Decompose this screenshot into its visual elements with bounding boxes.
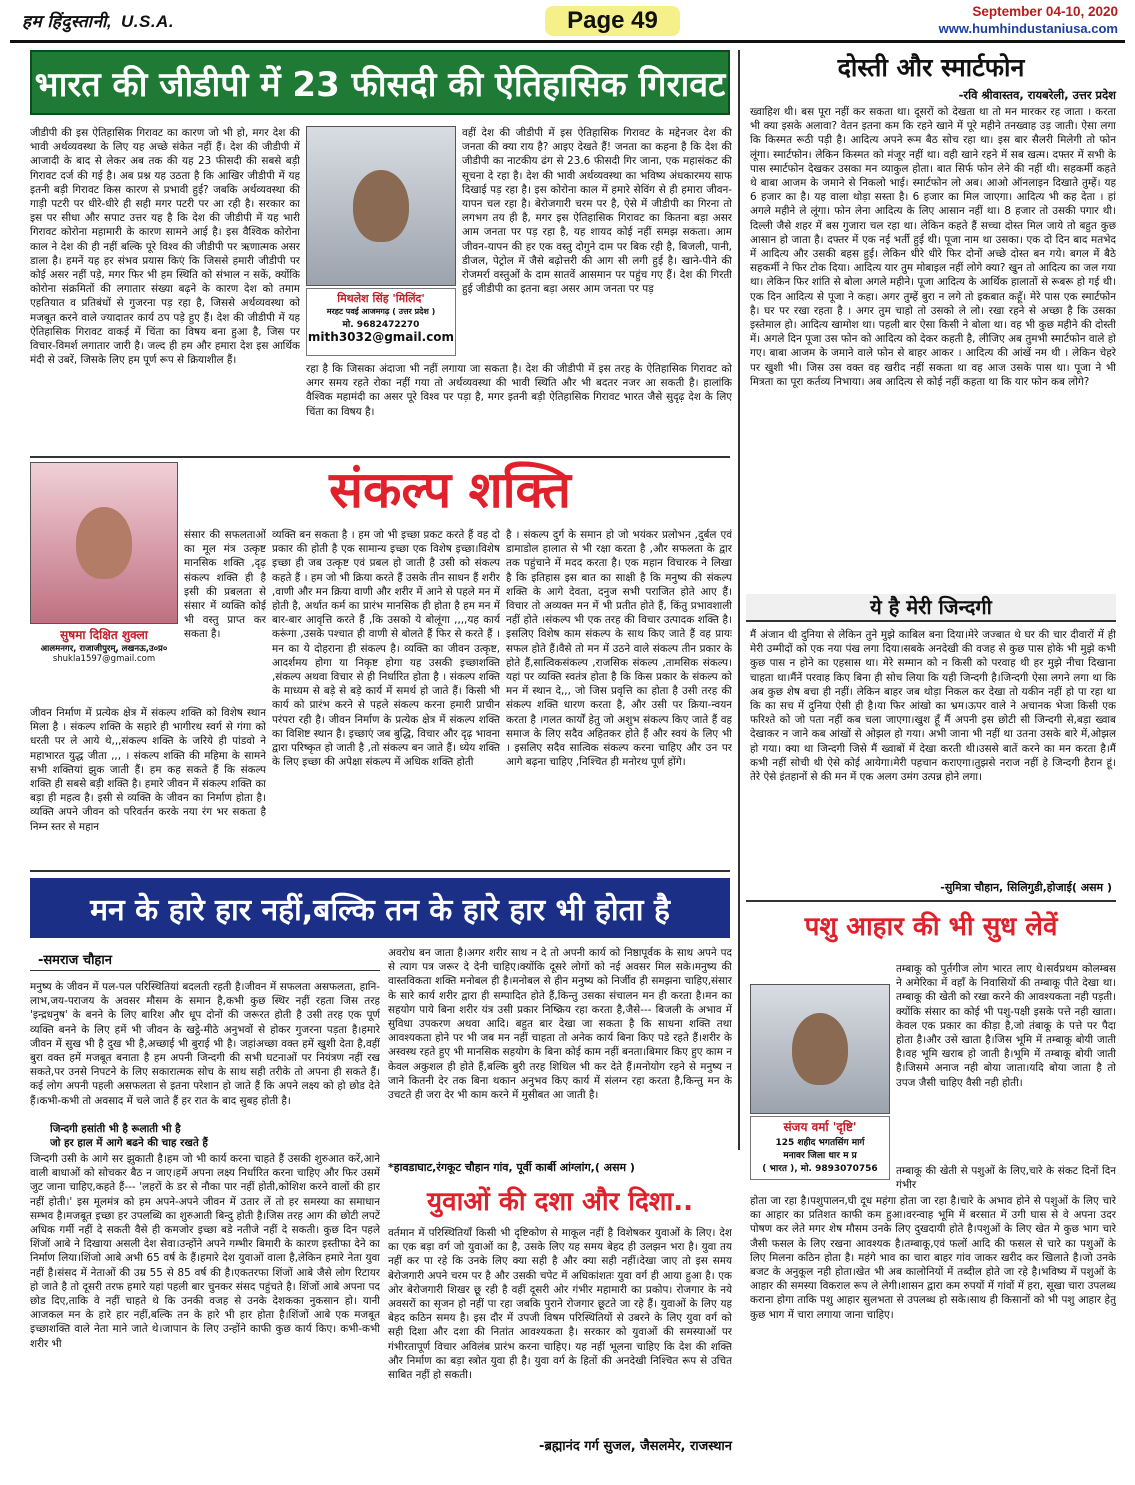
man-poem-line2: जो हर हाल में आगे बढने की चाह रखते हैं: [50, 1137, 208, 1149]
sankalp-col2: व्यक्ति बन सकता है । हम जो भी इच्छा प्रकट करते हैं वह दो प्रकार की होती है एक सामान्य इच्छा एक विशेष इच्छा।विशेष इच्छा ही जब उत्कृष्ट एवं प्रबल हो जाती है उसी को संकल्प कहते हैं । हम जो भी क्रिया करते हैं उसके तीन साधन हैं शरीर ,वाणी और मन क्रिया वाणी और शरीर में आने से पहले मन में होती है, अर्थात कर्म का प्रारंभ मानसिक ही होता है हम मन में बार-बार आवृत्ति करते हैं ,कि उसको ये बोलूंगा ,,,,यह कार्य करूंगा ,उसके पश्चात ही वाणी से बोलते हैं फिर से करते हैं । मन का ये दोहराना ही संकल्प है। व्यक्ति का जीवन उत्कृष्ट, आदर्शमय होगा या निकृष्ट होगा यह उसकी इच्छाशक्ति ,संकल्प अथवा विचार से ही निर्धारित होता है । संकल्प शक्ति के माध्यम से बड़े से बड़े कार्य में समर्थ हो जाते हैं। किसी भी कार्य को प्रारंभ करने से पहले संकल्प करना हमारी प्राचीन परंपरा रही है। जीवन निर्माण के प्रत्येक क्षेत्र में संकल्प शक्ति का विशिष्ट स्थान है। इच्छाएं जब बुद्धि, विचार और दृढ़ भावना द्वारा परिष्कृत हो जाती है ,तो संकल्प बन जाते हैं। ध्येय शक्ति के लिए इच्छा की अपेक्षा संकल्प में अधिक शक्ति होती: [272, 529, 500, 769]
masthead-title: हम हिंदुस्तानी,: [22, 12, 113, 31]
dosti-byline: -रवि श्रीवास्तव, रायबरेली, उत्तर प्रदेश: [958, 88, 1116, 102]
sankalp-author-email[interactable]: shukla1597@gmail.com: [52, 654, 156, 664]
gdp-headline: भारत की जीडीपी में 23 फीसदी की ऐतिहासिक गिरावट: [30, 50, 730, 115]
section-divider: [30, 456, 730, 458]
sankalp-col1: जीवन निर्माण में प्रत्येक क्षेत्र में संकल्प शक्ति को विशेष स्थान मिला है । संकल्प शक्ति के सहारे ही भागीरथ स्वर्ग से गंगा को धरती पर ले आये थे,,,संकल्प शक्ति के जरिये ही पांडवो ने महाभारत युद्ध जीता ,,, । संकल्प शक्ति की महिमा के सामने सभी शक्तियां झुक जाती हैं। हम कह सकते हैं कि संकल्प शक्ति ही सबसे बड़ी शक्ति है। हमारे जीवन में संकल्प शक्ति का बड़ा ही महत्व है। इसी से व्यक्ति के जीवन का निर्माण होता है। व्यक्ति अपने जीवन को परिवर्तन करके नया रंग भर सकता है निम्न स्तर से महान: [30, 707, 266, 833]
page-number: Page 49: [545, 6, 680, 36]
zindagi-headline: ये है मेरी जिन्दगी: [746, 594, 1116, 622]
pashu-author-name: संजय वर्मा 'दृष्टि': [783, 1120, 857, 1134]
pashu-lead: तम्बाकू को पुर्तगीज लोग भारत लाए थे।सर्वप्रथम कोलम्बस ने अमेरिका में वहाँ के निवासियों की तम्बाकू पीते देखा था।तम्बाकू की खेती को रखा करने की आवश्यकता नही पड़ती।क्योंकि संसार का कोई भी पशु-पक्षी इसके पत्ते नही खाता।केवल एक प्रकार का कीड़ा है,जो तंबाकू के पत्ते पर पैदा होता है।और उसे खाता है।जिस भूमि में तम्बाकू बोयी जाती है।वह भूमि खराब हो जाती है।भूमि में तम्बाकू बोयी जाती है।जिसमे अनाज नही बोया जाता।यदि बोया जाता है तो उपज जैसी चाहिए वैसी नही होती।: [896, 963, 1116, 1089]
dosti-body: ख्वाहिश थी। बस पूरा नहीं कर सकता था। दूसरों को देखता था तो मन मारकर रह जाता । करता भी क्या इसके अलावा? वेतन इतना कम कि रहने खाने में पूरे महीने तनख्वाह उड़ जाती। ऐसा लगा कि किस्मत रूठी पड़ी है। आदित्य अपने रूम बैठ सोच रहा था। इस बार सैलरी मिलेगी तो फोन लूंगा। स्मार्टफोन। लेकिन किस्मत को मंजूर नहीं था। वही खाने रहने में सब खत्म। दफ्तर में सभी के पास स्मार्टफोन देखकर उसका मन व्याकुल होता। बात सिर्फ फोन लेने की नहीं थी। सहकर्मी कहते थे बाबा आजम के जमाने से निकलो भाई। स्मार्टफोन लो अब। आओ ऑनलाइन दिखाते तुम्हें। यह 6 हजार का है। यह वाला थोड़ा सस्ता है। 6 हजार का मिल जाएगा। आदित्य भी कह देता । हां अगले महीने ले लूंगा। फोन लेना आदित्य के लिए आसान नहीं था। 8 हजार तो उसकी पगार थी। दिल्ली जैसे शहर में बस गुजारा चल रहा था। लेकिन कहते हैं सच्चा दोस्त मिल जाये तो बहुत कुछ आसान हो जाता है। दफ्तर में एक नई भर्ती हुई थी। पूजा नाम था उसका। एक दो दिन बाद मतभेद में आदित्य और उसकी बहस हुई। लेकिन धीरे धीरे फिर दोनों अच्छे दोस्त बन गये। बगल में बैठे सहकर्मी ने फिर टोक दिया। आदित्य यार तुम मोबाइल नहीं लोगे क्या? खुन तो आदित्य का जल गया था। लेकिन फिर शांति से बोला अगले महीने। पूजा आदित्य के आर्थिक हालातों से रूबरू हो गई थी। एक दिन आदित्य से पूजा ने कहा। अगर तुम्हें बुरा न लगे तो इकबात कहूँ। मेरे पास एक स्मार्टफोन है। घर पर रखा रहता है । अगर तुम चाहो तो उसको ले लो। रखा रहने से अच्छा है कि उसका इस्तेमाल हो। आदित्य खामोश था। पहली बार ऐसा किसी ने बोला था। वह भी कुछ महीने की दोस्ती में। अगले दिन पूजा उस फोन को आदित्य को देकर कहती है, लीजिए अब तुमभी स्मार्टफोन वाले हो गए। बाबा आजम के जमाने वाले फोन से बाहर आकर । आदित्य की आंखें नम थी । लेकिन चेहरे पर खुशी भी। जिस उस वक्त वह खरीद नहीं सकता था वह आज उसके पास था। पूजा ने भी मित्रता का पूरा कर्तव्य निभाया। अब आदित्य से कोई नहीं कहता था कि यार फोन कब लोगे?: [750, 106, 1116, 388]
author-photo-sushma: [30, 462, 178, 624]
gdp-author-place: मरहट पवई आजमगढ़ ( उत्तर प्रदेश ): [326, 307, 436, 316]
sankalp-author-name: सुषमा दिक्षित शुक्ला: [60, 628, 148, 642]
zindagi-body: मैं अंजान थी दुनिया से लेकिन तुने मुझे काबिल बना दिया।मेरे जज्बात थे घर की चार दीवारों में ही मेरी उम्मीदों को एक नया पंख लगा दिया।सबके अनदेखी की वजह से कुछ पास होके भी मुझे कभी कुछ पास न होने का एहसास था। मेरे सम्मान को न किसी को परवाह थी हर मुझे नीचा दिखाना चाहता था।मैंनें परवाह किए बिना ही सोच लिया कि यही जिन्दगी है।जिन्दगी ऐसा लगने लगा था कि अब कुछ शेष बचा ही नहीं। लेकिन बाहर जब थोड़ा निकल कर देखा तो यकीन नहीं हो पा रहा था कि का सच में दुनिया ऐसी ही है।या फिर आंखो का भ्रम।ऊपर वाले ने अचानक भेजा किसी एक फरिश्ते को जो पता नहीं कब चला जाएगा।खुश हूँ मैं अपनी इस छोटी सी जिन्दगी से,बड़ा ख्वाब देखाकर न जाने कब आंखों से ओझल हो गया। अभी जाना भी नहीं था उतना उसके बारे में,ओझल हो गया। क्या था जिन्दगी जिसे मैं ख्वाबों में देखा करती थी।उससे बातें करने का मन करता है।मैं कभी नहीं सोची थी ऐसे कोई आयेगा।मेरी पहचान कराएगा।तुझसे नराज नहीं हे जिन्दगी हैरान हूं। तेरे ऐसे इंतहानों से की मन में एक अलग उमंग उत्पन्न होने लगा।: [750, 629, 1116, 784]
pashu-author-addr2: मनावर जिला धार म प्र: [783, 1151, 857, 1161]
issue-date: September 04-10, 2020: [972, 4, 1118, 19]
header-rule: [10, 40, 1125, 43]
man-col2-byline: *हावडाघाट,रंगकूट चौहान गांव, पूर्वी कार्बी आंग्लांग,( असम ): [388, 1161, 635, 1174]
author-face-icon: [792, 1013, 848, 1085]
pashu-author-mobile: ( भारत ), मो. 9893070756: [762, 1164, 878, 1174]
pashu-author-addr1: 125 शहीद भगतसिंग मार्ग: [775, 1138, 865, 1148]
pashu-author-box: [750, 1116, 890, 1180]
pashu-body: होता जा रहा है।पशुपालन,घी दूध महंगा होता जा रहा है।चारे के अभाव होने से पशुओं के लिए चारे का आहार का प्रतिशत काफी कम हुआ।वरन्वाह भूमि में बरसात में उगी घास से वे अपना उदर पोषण कर लेते मगर शेष मौसम उनके लिए दुखदायी होते है।पशुओं के लिए खेत मे कुछ भाग चारे जैसी फसल के लिए रखना आवश्यक है।तम्बाकू,एवं फलों आदि की फसल से चारे का पशुओं के लिए मिलना कठिन होता है। महंगे भाव का चारा बाहर गांव जाकर खरीद कर खिलाते है।जो उनके बजट के अनुकूल नही होता।खेत भी अब कालोनियों में तब्दील होते जा रहे है।भविष्य में पशुओं के आहार की समस्या विकराल रूप ले लेगी।शासन द्वारा कम रुपयों में गांवों में हरा, सूखा चारा उपलब्ध कराना होगा ताकि पशु आहार सुलभता से उपलब्ध हो सके।साथ ही किसानों को भी पशु आहार हेतु कुछ भाग में चारा लगाया जाना चाहिए।: [750, 1195, 1116, 1321]
yuva-headline: युवाओं की दशा और दिशा..: [427, 1187, 693, 1217]
sankalp-intro: संसार की सफलताओं का मूल मंत्र उत्कृष्ट मानसिक शक्ति ,दृढ़ संकल्प शक्ति ही है इसी की प्रबलता से संसार में व्यक्ति कोई भी वस्तु प्राप्त कर सकता है।: [184, 529, 266, 641]
gdp-author-box: [306, 288, 456, 356]
sankalp-headline: संकल्प शक्ति: [329, 461, 571, 519]
byline-rule: [30, 970, 380, 971]
pashu-headline: पशु आहार की भी सुध लेवें: [804, 912, 1058, 942]
man-poem-line1: जिन्दगी हसांती भी है रूलाती भी है: [50, 1123, 181, 1135]
author-photo-mithlesh: [306, 126, 456, 286]
masthead-suffix: U.S.A.: [121, 12, 175, 31]
gdp-author-email[interactable]: mith3032@gmail.com: [307, 330, 455, 344]
section-divider: [746, 900, 1116, 902]
man-byline: -समराज चौहान: [38, 953, 112, 968]
author-face-icon: [76, 507, 132, 579]
yuva-body: वर्तमान में परिस्थितियाँ किसी भी दृष्टिकोण से माकूल नहीं है विशेषकर युवाओं के लिए। देश का एक बड़ा वर्ग जो युवाओं का है, उसके लिए यह समय बेहद ही उलझन भरा है। युवा तय नहीं कर पा रहे कि उनके लिए क्या सही है और क्या सही नहीं।देखा जाए तो इस समय बेरोजगारी अपने चरम पर है और उसकी चपेट में अधिकांशतः युवा वर्ग ही आया हुआ है। एक ओर बेरोजगारी शिखर छू रही है वहीं दूसरी ओर गंभीर महामारी का प्रकोप। रोजगार के नये अवसरों का सृजन हो नहीं पा रहा जबकि पुराने रोजगार छूटते जा रहे हैं। युवाओं के लिए यह बेहद कठिन समय है। इस दौर में उपजी विषम परिस्थितियों से उबरने के लिए युवा वर्ग को सही दिशा और दशा की नितांत आवश्यकता है। सरकार को युवाओं की समस्याओं पर गंभीरतापूर्ण विचार अविलंब प्रारंभ करना चाहिए। यह नहीं भूलना चाहिए कि देश की शक्ति और निर्माण का बड़ा स्त्रोत युवा ही है। युवा वर्ग के हितों की अनदेखी निश्चित रूप से उचित साबित नहीं हो सकती।: [388, 1227, 732, 1382]
column-divider: [738, 50, 740, 1150]
section-divider: [30, 870, 730, 872]
sankalp-author-place: आलमनगर, राजाजीपुरम्, लखनऊ,उ०प्र०: [40, 644, 168, 654]
author-photo-sanjay: [750, 984, 890, 1114]
gdp-author-mobile: मो. 9682472270: [342, 320, 420, 330]
dosti-headline: दोस्ती और स्मार्टफोन: [837, 53, 1025, 82]
gdp-col1: जीडीपी की इस ऐतिहासिक गिरावट का कारण जो भी हो, मगर देश की भावी अर्थव्यवस्था के लिए यह अच्छे संकेत नहीं हैं। देश की जीडीपी में आजादी के बाद से लेकर अब तक की यह 23 फीसदी की सबसे बड़ी गिरावट दर्ज की गई है। अब प्रश्न यह उठता है कि आखिर जीडीपी में यह इतनी बड़ी गिरावट किस कारण से प्रभावी हुई? जबकि अर्थव्यवस्था की गाड़ी पटरी पर धीरे-धीरे ही सही मगर पटरी पर आ रही है। सरकार का इस पर सीधा और सपाट उत्तर यह है कि देश की जीडीपी में यह भारी गिरावट कोरोना महामारी के कारण सामने आई है। इस वैश्विक कोरोना काल ने देश की ही नहीं बल्कि पूरे विश्व की जीडीपी पर ऋणात्मक असर डाला है। हमनें यह हर संभव प्रयास किएं कि जिससे हमारी जीडीपी पर कोई असर नहीं पड़े, मगर फिर भी हम स्थिति को संभाल न सकें, क्योंकि कोरोना संक्रमितों की लगातार संख्या बढ़ने के कारण देश को तमाम एहतियात व प्रतिबंधों से गुजरना पड़ रहा है, जिससे अर्थव्यवस्था को मजबूत करने वाले ज्यादातर कार्य ठप पड़े हुए हैं। देश की जीडीपी में यह ऐतिहासिक गिरावट वाकई में चिंता का विषय बना हुआ है, जिस पर विचार-विमर्श लगातार जारी है। जल्द ही हम और हमारा देश इस आर्थिक मंदी से उबरें, जिसके लिए हम पूर्ण रूप से क्रियाशील हैं।: [30, 127, 300, 367]
zindagi-byline: -सुमित्रा चौहान, सिलिगुडी,होजाई( असम ): [940, 881, 1112, 894]
gdp-author-name: मिथलेश सिंह 'मिलिंद': [337, 292, 425, 305]
man-col1b: जिन्दगी उसी के आगे सर झुकाती है।हम जो भी कार्य करना चाहते हैं उसकी शुरुआत करें,आने वाली बाधाओं को सोचकर बैठ न जाए।हमें अपना लक्ष्य निर्धारित करना चाहिए और फिर उसमें जुट जाना चाहिए,कहते हैं--- 'लहरों के डर से नौका पार नहीं होती,कोशिश करने वालों की हार नहीं होती।' इस मूलमंत्र को हम अपने-अपने जीवन में उतार लें तो हर समस्या का समाधान सम्भव है।मजबूत इच्छा हर उपलब्धि का शुरुआती बिन्दु होती है।जिस तरह आग की छोटी लपटें अधिक गर्मी नहीं दे सकती वैसे ही कमजोर इच्छा बडे नतीजे नहीं दे सकती। कुछ दिन पहले शिंजों आबे ने दिखाया असली देश सेवा।उन्होंने अपने गम्भीर बिमारी के कारण इस्तीफा देने का निर्माण लिया।शिंजो आबे अभी 65 वर्ष के हैं।हमारे देश युवाओं वाला है,लेकिन हमारे नेता युवा नहीं है।संसद में नेताओं की उम्र 55 से 85 वर्ष की है।एकतरफा शिंजों आबे जैसे लोग रिटायर हो जाते है तो दूसरी तरफ हमारे यहां पहली बार चुनकर संसद पहुंचते है। शिंजों आबे अपना पद छोड दिए,ताकि वे नहीं चाहते थे कि उनकी वजह से उनके देशकका नुकसान हो। यानी आजकल मन के हारे हार नहीं,बल्कि तन के हारे भी हार होता है।शिंजों आबे एक मजबूत इच्छाशक्ति वाले नेता माने जाते थे।जापान के लिए उन्होंने काफी कुछ कार्य किए। कभी-कभी शरीर भी: [30, 1153, 380, 1350]
author-face-icon: [353, 170, 409, 242]
man-headline: मन के हारे हार नहीं,बल्कि तन के हारे हार भी होता है: [30, 878, 730, 938]
man-col1: मनुष्य के जीवन में पल-पल परिस्थितियां बदलती रहती है।जीवन में सफलता असफलता, हानि-लाभ,जय-पराजय के अवसर मौसम के समान है,कभी कुछ स्थिर नहीं रहता जिस तरह 'इन्द्रधनुष' के बनने के लिए बारिश और धूप दोनों की जरूरत होती है उसी तरह एक पूर्ण व्यक्ति बनने के लिए हमें भी जीवन के खट्ठे-मीठे अनुभवों से होकर गुजरना पड़ता है।हमारे जीवन में सुख भी है दुख भी है,अच्छाई भी बुराई भी है। जहांअच्छा वक्त हमें खुशी देता है,वहीं बुरा वक्त हमें मजबूत बनाता है हम अपनी जिन्दगी की सभी घटनाओं पर नियंत्रण नहीं रख सकते,पर उनसे निपटने के लिए सकारात्मक सोच के साथ सही तरीके तो अपना ही सकते हैं।कई लोग अपनी पहली असफलता से इतना परेशान हो जाते हैं कि अपने लक्ष्य को हो छोड देते हैं।कभी-कभी तो अवसाद में चले जाते हैं हर रात के बाद सुबह होती है।: [30, 981, 380, 1107]
gdp-col2: वहीं देश की जीडीपी में इस ऐतिहासिक गिरावट के मद्देनजर देश की जनता की क्या राय है? आइए देखते हैं! जनता का कहना है कि देश की जीडीपी का नाटकीय ढंग से 23.6 फीसदी गिर जाना, एक महासंकट की सूचना दे रहा है। देश की भावी अर्थव्यवस्था का भविष्य अंधकारमय साफ दिखाई पड़ रहा है। इस कोरोना काल में हमारे सेविंग से ही हमारा जीवन-यापन चल रहा है। बेरोजगारी चरम पर है, ऐसे में जीडीपी का गिरना तो लगभग तय ही है, मगर इस ऐतिहासिक गिरावट का कितना बड़ा असर आम जनता पर पड़ रहा है, यह शायद कोई नहीं समझ सकता। आम जीवन-यापन की हर एक वस्तु दोगुने दाम पर बिक रही है, बिजली, पानी, डीजल, पेट्रोल में जैसे बढ़ोत्तरी की आग सी लगी हुई है। खाने-पीने की रोजमर्रा वस्तुओं के दाम सातवें आसमान पर पहुंच गए हैं। देश की गिरती हुई जीडीपी का इतना बड़ा असर आम जनता पर पड़: [462, 127, 732, 296]
masthead: [22, 4, 174, 33]
pashu-col-right: तम्बाकू की खेती से पशुओं के लिए,चारे के संकट दिनों दिन गंभीर: [896, 1165, 1116, 1192]
website-url[interactable]: www.humhindustaniusa.com: [938, 21, 1118, 36]
yuva-byline: -ब्रह्मानंद गर्ग सुजल, जैसलमेर, राजस्थान: [539, 1439, 732, 1454]
gdp-col-mid: रहा है कि जिसका अंदाजा भी नहीं लगाया जा सकता है। देश की जीडीपी में इस तरह के ऐतिहासिक गिरावट को अगर समय रहते रोका नहीं गया तो अर्थव्यवस्था की भावी स्थिति और भी बदतर नजर आ सकती है। हालांकि वैश्विक महामंदी का असर पूरे विश्व पर पड़ा है, मगर इतनी बड़ी ऐतिहासिक गिरावट भारत जैसे सुदृढ़ देश के लिए चिंता का विषय है।: [306, 363, 732, 418]
sankalp-col3: है । संकल्प दुर्ग के समान हो जो भयंकर प्रलोभन ,दुर्बल एवं डामाडोल हालात से भी रक्षा करता है ,और सफलता के द्वार तक पहुंचाने में मदद करता है। एक महान विचारक ने लिखा है कि इतिहास इस बात का साक्षी है कि मनुष्य की संकल्प शक्ति के आगे देवता, दनुज सभी पराजित होते आए हैं। विचार तो अव्यक्त मन में भी प्रतीत होते हैं, किंतु प्रभावशाली नहीं होते ।संकल्प भी एक तरह की विचार उत्पादक शक्ति है। इसलिए विशेष काम संकल्प के साथ किए जाते हैं वह प्रायः सफल होते हैं।वैसे तो मन में उठने वाले संकल्प तीन प्रकार के होते हैं,सात्विकसंकल्प ,राजसिक संकल्प ,तामसिक संकल्प। यहां पर व्यक्ति स्वतंत्र होता है कि किस प्रकार के संकल्प को मन में स्थान दे,,, जो जिस प्रवृत्ति का होता है उसी तरह की संकल्प शक्ति धारण करता है, और उसी पर क्रिया-न्वयन करता है ।गलत कार्यों हेतु जो अशुभ संकल्प किए जाते हैं वह समाज के लिए सदैव अहितकर होते हैं और स्वयं के लिए भी । इसलिए सदैव सात्विक संकल्प करना चाहिए और उन पर आगे बढ़ना चाहिए ,निश्चित ही मनोरथ पूर्ण होंगे।: [506, 529, 732, 769]
sankalp-author-box: [30, 626, 178, 664]
man-col2: अवरोध बन जाता है।अगर शरीर साथ न दे तो अपनी कार्य को निष्ठापूर्वक के साथ अपने पद से त्याग पत्र जरूर दे देनी चाहिए।क्योंकि दूसरे लोगों को नई अवसर मिल सके।मनुष्य की वास्तविकता शक्ति मनोबल ही है।मनोबल से हीन मनुष्य को निर्जीव ही समझना चाहिए,संसार के सारे कार्य शरीर द्वारा ही सम्पादित होते हैं,किन्तु उसका संचालन मन ही करता है।मन का सहयोग पाये बिना शरीर यंत्र उसी प्रकार निष्क्रिय रहा करता है,जैसे--- बिजली के अभाव में सुविधा उपकरण अथवा आदि। बहुत बार देखा जा सकता है कि साधना शक्ति तथा आवश्यकता होने पर भी जब मन नहीं चाहता तो अनेक कार्य बिना किए पडे रहते हैं।शरीर के अस्वस्थ रहते हुए भी मानसिक सहयोग के बिना कोई काम नहीं बनता।बिमार किए हुए काम न केवल अकुशल ही होते हैं,बल्कि बुरी तरह शिथिल भी कर देते हैं।मनोयोग रहने से मनुष्य न जाने कितनी देर तक बिना थकान अनुभव किए कार्य में संलग्न रहा करता है,किन्तु मन के उचटते ही जरा देर भी काम करने में मुसीबत आ जाती है।: [388, 947, 732, 1102]
